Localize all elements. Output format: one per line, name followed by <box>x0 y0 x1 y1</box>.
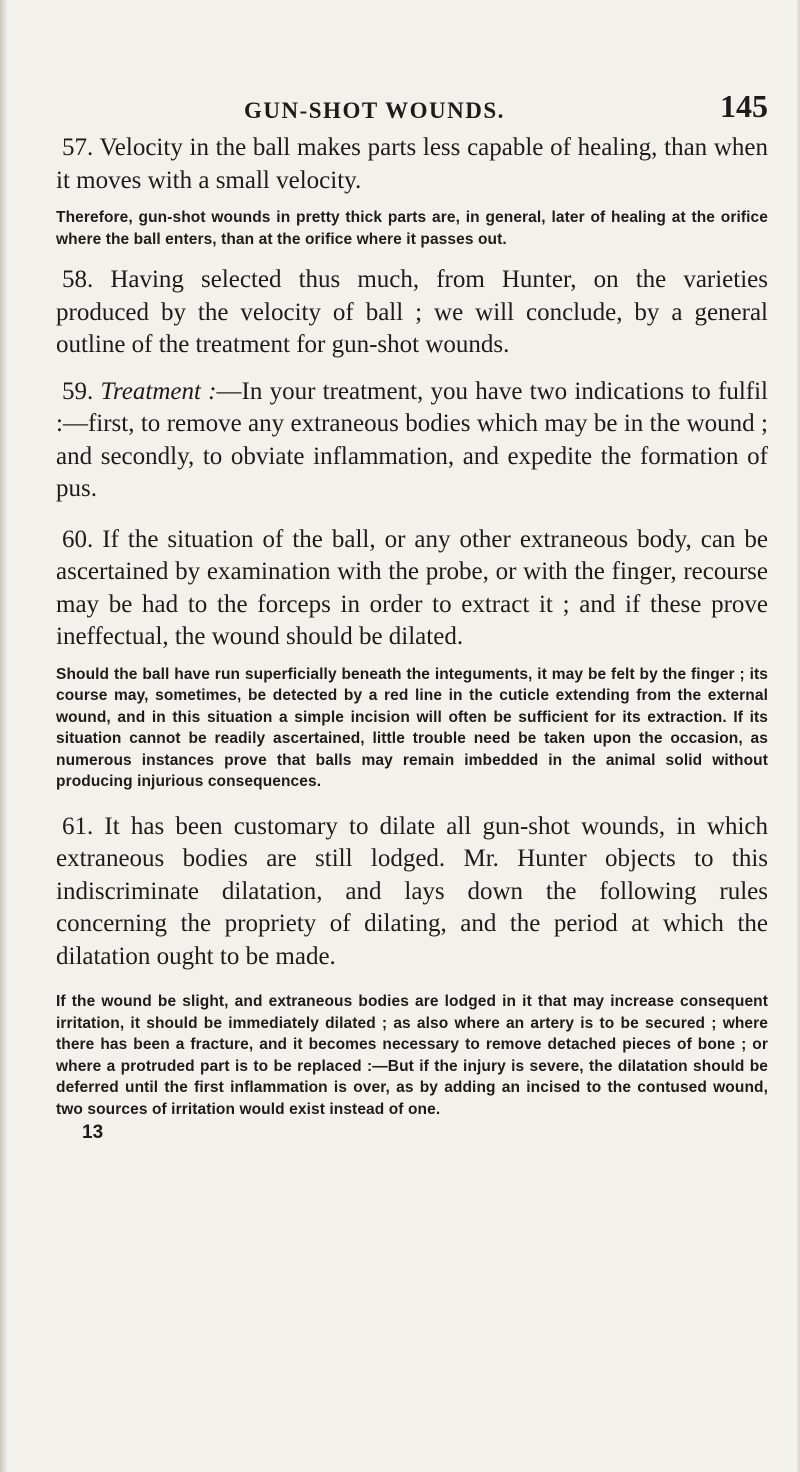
signature-mark: 13 <box>82 1122 104 1143</box>
book-page <box>56 88 768 1144</box>
page-edge-shadow <box>796 0 800 1472</box>
paragraph-57 <box>56 132 768 197</box>
paragraph-number: 57. <box>62 134 94 161</box>
note-61: If the wound be slight, and extraneous bodies are lodged in it that may increase consequent irritation, it should be immediately dilated ; as also where an artery is to be secured ; where there has been a fracture, and it becomes necessary to remove detached pieces of bone ; or where a protruded part is to be replaced :—But if the injury is severe, the dilatation should be deferred until the first inflammation is over, as by adding an incised to the contused wound, two sources of irritation would exist instead of one. <box>56 993 768 1118</box>
running-title: GUN-SHOT WOUNDS. <box>244 98 505 123</box>
paragraph-number: 60. <box>62 525 94 553</box>
paragraph-text: Velocity in the ball makes parts less capable of healing, than when it moves with a small velocity. <box>56 134 768 194</box>
paragraph-text: —In your treatment, you have two indications to fulfil :—first, to remove any extraneous bodies which may be in the wound ; and secondly, to obviate inflammation, and expedite the formation of pus. <box>56 377 768 502</box>
paragraph-number: 61. <box>62 812 94 840</box>
paragraph-60 <box>56 524 768 654</box>
book-spine-shadow <box>0 0 8 1472</box>
paragraph-61 <box>56 811 768 974</box>
paragraph-number: 59. <box>62 377 94 405</box>
paragraph-lead: Treatment : <box>100 377 217 405</box>
paragraph-text: Having selected thus much, from Hunter, on the varieties produced by the velocity of ball ; we will conclude, by a general outline of the treatment for gun-shot wounds. <box>56 266 768 358</box>
paragraph-text: It has been customary to dilate all gun-shot wounds, in which extraneous bodies are still lodged. Mr. Hunter objects to this indiscriminate dilatation, and lays down the following rules concerning the propriety of dilating, and the period at which the dilatation ought to be made. <box>56 812 769 970</box>
paragraph-number: 58. <box>62 266 94 293</box>
page-number: 145 <box>720 88 768 124</box>
paragraph-59 <box>56 376 768 506</box>
note-60: Should the ball have run superficially beneath the integuments, it may be felt by the finger ; its course may, sometimes, be detected by a red line in the cuticle extending from the external wound, and in this situation a simple incision will often be sufficient for its extraction. If its situation cannot be readily ascertained, little trouble need be taken upon the occasion, as numerous instances prove that balls may remain imbedded in the animal solid without producing injurious consequences. <box>56 665 768 790</box>
paragraph-text: If the situation of the ball, or any other extraneous body, can be ascertained by examination with the probe, or with the finger, recourse may be had to the forceps in order to extract it ; and if these prove ineffectual, the wound should be dilated. <box>56 525 769 650</box>
paragraph-58 <box>56 264 768 362</box>
note-57: Therefore, gun-shot wounds in pretty thick parts are, in general, later of healing at the orifice where the ball enters, than at the orifice where it passes out. <box>56 209 768 248</box>
running-head <box>56 88 768 132</box>
